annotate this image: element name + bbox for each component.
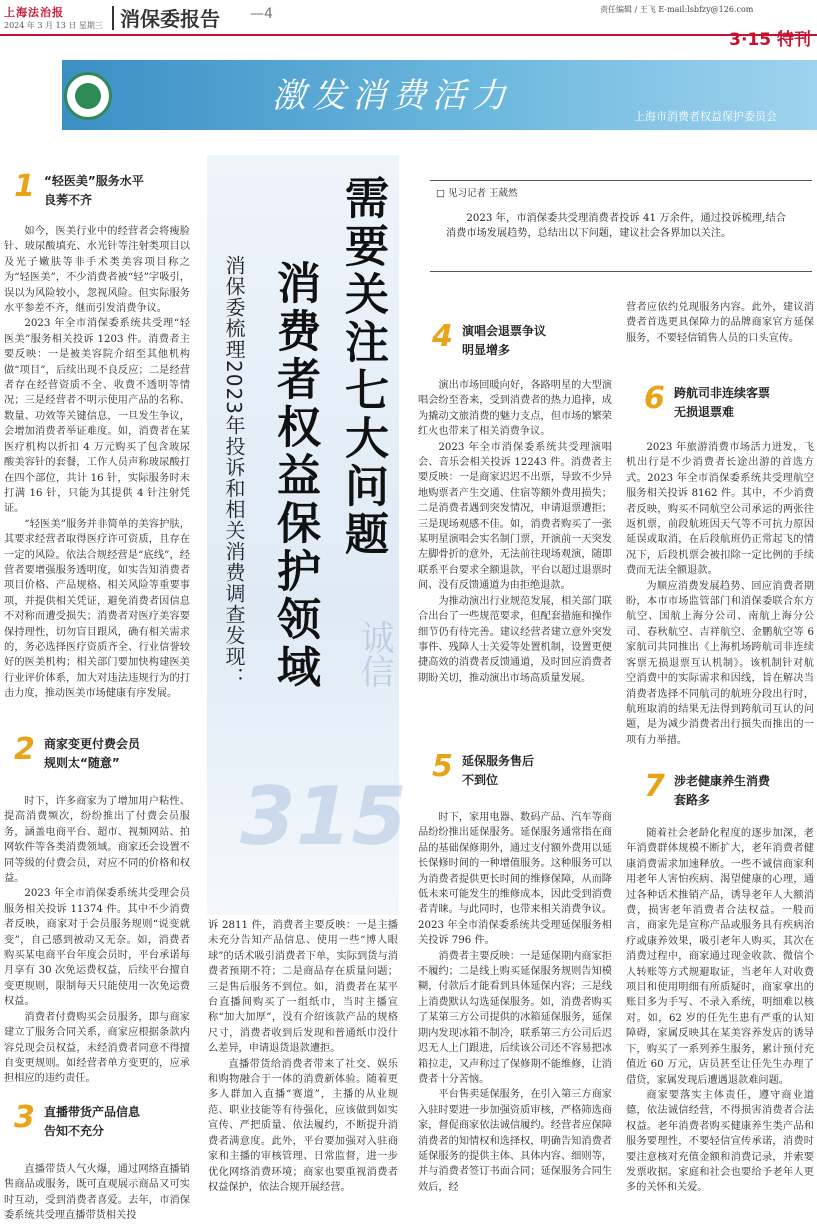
section-number: 7 — [644, 769, 665, 804]
paragraph: 营者应依约兑现服务内容。此外，建议消费者首选更具保障力的品牌商家官方延保服务，不要轻信销售人员的口头宣传。 — [626, 302, 814, 344]
section-number: 3 — [14, 1100, 35, 1135]
section-title-line2: 不到位 — [462, 773, 499, 787]
section-2-body — [4, 794, 190, 1090]
paragraph: 2023 年全市消保委系统共受理“轻医美”服务相关投诉 1203 件。消费者主要反映：一是被美容院介绍至其他机构做“项目”，后续出现不良反应；二是经营者存在经营资质不全、收费不透明等情况；三是经营者不明示使用产品的名称、数量、功效等关键信息，一旦发生争议，会增加消费者举证难度。如，消费者在某医疗机构以折扣 4 万元购买了包含玻尿酸美容针的套餐，工作人员声称玻尿酸打在四个部位，共计 16 针，实际服务时未打满 16 针，只能为其提供 4 针注射凭证。 — [4, 318, 190, 515]
banner — [62, 60, 817, 130]
section-title: 消保委报告 — [120, 7, 220, 31]
reporter-box — [430, 180, 812, 272]
paragraph: 平台售卖延保服务，在引入第三方商家入驻时要进一步加强资质审核，严格筛选商家，督促商家依法诚信履约。经营者应保障消费者的知情权和选择权，明确告知消费者延保服务的提供主体、具体内容、细则等，并与消费者签订书面合同；延保服务合同生效后，经 — [418, 1089, 612, 1193]
headline-line1: 需要关注七大问题 — [337, 175, 388, 559]
section-title-line1: “轻医美”服务水平 — [44, 174, 144, 188]
paragraph: 诉 2811 件，消费者主要反映：一是主播未充分告知产品信息、使用一些“博人眼球”的话术吸引消费者下单，实际到货与消费者预期不符；二是商品存在质量问题；三是售后服务不到位。如，消费者在某平台直播间购买了一组纸巾，当时主播宣称“加大加厚”，没有介绍该款产品的规格尺寸，消费者收到后发现和普通纸巾没什么差异，申请退货退款遭拒。 — [208, 920, 398, 1055]
section-number: 4 — [432, 319, 453, 354]
masthead — [0, 0, 817, 50]
paragraph: 为顺应消费发展趋势、回应消费者期盼，本市市场监管部门和消保委联合东方航空、国航上海分公司、南航上海分公司、春秋航空、吉祥航空、金鹏航空等 6 家航司共同推出《上海机场跨航司非连续客票无损退票互认机制》。该机制针对航空消费中的实际需求和因线，旨在解决当消费者选择不同航司的航班分段出行时，航班取消的结果无法得到跨航司互认的问题，是为减少消费者出行损失而推出的一项有力举措。 — [626, 580, 814, 746]
paragraph: 2023 年旅游消费市场活力迸发，飞机出行是不少消费者长途出游的首选方式。2023 年全市消保委系统共受理航空服务相关投诉 8162 件。其中，不少消费者反映，购买不同航空公司承运的两张往返机票，前段航班因天气等不可抗力原因延误或取消，在后段航班仍正常起飞的情况下，后段机票会被扣除一定比例的手续费而无法全额退款。 — [626, 442, 814, 577]
section-4-header — [432, 319, 547, 360]
watermark-text: 诚信 — [354, 620, 394, 688]
banner-organization: 上海市消费者权益保护委员会 — [634, 110, 777, 123]
section-3-header — [14, 1100, 141, 1141]
section-5-header — [432, 749, 535, 790]
paragraph: 商家要落实主体责任，遵守商业道德，依法诚信经营，不得损害消费者合法权益。老年消费者购买健康养生类产品和服务要理性，不要轻信宣传承诺，消费时要注意核对充值金额和消费记录，并索要发票收据。家庭和社会也要给予老年人更多的关怀和关爱。 — [626, 1089, 814, 1194]
reporter-byline: □ 见习记者 王葳然 — [436, 188, 518, 199]
watermark-315: 315 — [240, 770, 407, 863]
section-title-line2: 套路多 — [674, 793, 711, 807]
paragraph: 消费者主要反映：一是延保期内商家拒不履约；二是线上购买延保服务规则告知模糊，付款后才能看到具体延保内容；三是线上消费默认勾选延保服务。如，消费者购买了某第三方公司提供的冰箱延保服务，延保期内发现冰箱不制冷，联系第三方公司后迟迟无人上门跟进，后续该公司还不容易把冰箱拉走，又声称过了保修期不能维修，让消费者十分苦恼。 — [418, 950, 612, 1085]
headline-line2: 消费者权益保护领域 — [269, 260, 320, 692]
paragraph: 演出市场回暖向好，各路明星的大型演唱会纷至沓来，受到消费者的热力追捧，成为撬动文旅消费的魅力支点，但市场的繁荣红火也带来了相关消费争议。 — [418, 380, 612, 438]
section-title-line2: 良莠不齐 — [44, 193, 93, 207]
section-3-body — [4, 1162, 190, 1224]
paragraph: 为推动演出行业规范发展，相关部门联合出台了一些规范要求，但配套措施和操作细节仍有待完善。建议经营者建立意外突发事件、残障人士关爱等处置机制，设置更便捷高效的消费者反馈通道，及时回应消费者期盼关切，推动演出市场高质量发展。 — [418, 595, 612, 684]
section-title-line1: 直播带货产品信息 — [44, 1105, 141, 1119]
section-3-continued — [208, 918, 398, 1224]
section-7-header — [644, 769, 771, 810]
section-number: 6 — [644, 381, 665, 416]
paragraph: 时下，许多商家为了增加用户粘性、提高消费频次，纷纷推出了付费会员服务，涵盖电商平台、超市、视频网站、拍网软件等各类消费领域。商家还会设置不同等级的付费会员，对应不同的价格和权益。 — [4, 796, 190, 885]
section-6-header — [644, 381, 771, 422]
section-1-body — [4, 224, 190, 724]
section-title-line1: 跨航司非连续客票 — [674, 386, 771, 400]
section-title-line1: 演唱会退票争议 — [462, 324, 547, 338]
section-title-line2: 无损退票难 — [674, 405, 735, 419]
paragraph: 消费者付费购买会员服务，即与商家建立了服务合同关系，商家应根据条款内容兑现会员权益，未经消费者同意不得擅自变更规则。如经营者单方变更的，应承担相应的违约责任。 — [4, 1011, 190, 1085]
section-number: 1 — [14, 169, 35, 204]
lead-paragraph: 2023 年，市消保委共受理消费者投诉 41 万余件，通过投诉梳理,结合消费市场发展趋势，总结出以下问题，建议社会各界加以关注。 — [446, 213, 786, 240]
headline-subtitle: 消保委梳理2023年投诉和相关消费调查发现： — [222, 255, 246, 688]
section-title-line2: 规则太“随意” — [44, 756, 120, 770]
section-4-body — [418, 378, 612, 738]
section-7-body — [626, 826, 814, 1224]
consumer-council-emblem-icon — [64, 72, 112, 120]
special-edition-label: 3·15 特刊 — [729, 30, 811, 50]
section-5-continued — [626, 300, 814, 364]
paragraph: 如今，医美行业中的经营者会将瘦脸针、玻尿酸填充、水光针等注射类项目以及光子嫩肤等非手术类美容项目称之为“轻医美”，不少消费者被“轻”字吸引，误以为风险较小，忽视风险。但实际服务水平参差不齐，继而引发消费争议。 — [4, 226, 190, 315]
issue-date: 2024 年 3 月 13 日 星期三 — [4, 21, 103, 30]
newspaper-logo: 上海法治报 — [4, 6, 64, 19]
section-title-line2: 告知不充分 — [44, 1124, 105, 1138]
paragraph: 时下，家用电器、数码产品、汽车等商品纷纷推出延保服务。延保服务通常指在商品的基础保修期外，通过支付额外费用以延长保修时间的一种增值服务。这种服务可以为消费者提供更长时间的维修保障，从而降低未来可能发生的维修成本，因此受到消费者青睐。与此同时，也带来相关消费争议。2023 年全市消保委系统共受理延保服务相关投诉 796 件。 — [418, 812, 612, 947]
paragraph: 2023 年全市消保委系统共受理演唱会、音乐会相关投诉 12243 件。消费者主要反映：一是商家迟迟不出票，导致不少异地购票者产生交通、住宿等额外费用损失；二是消费者遇到突发情况，申请退票遭拒；三是现场观感不佳。如，消费者购买了一张某明星演唱会实名制门票，开演前一天突发左脚骨折的意外，无法前往现场观演，随即联系平台要求全额退款，平台以超过退票时间、没有反馈通道为由拒绝退款。 — [418, 441, 612, 592]
section-title-line1: 延保服务售后 — [462, 754, 535, 768]
banner-slogan: 激发消费活力 — [272, 76, 512, 116]
page-number: —4 — [250, 6, 273, 22]
paragraph: “轻医美”服务并非简单的美容护肤，其要求经营者取得医疗许可资质，且存在一定的风险。依法合规经营是“底线”，经营者要增强服务透明度，如实告知消费者项目价格、产品规格、相关风险等重要事项，并提供相关凭证，避免消费者因信息不对称而遭受损失；消费者对医疗美容要保持理性，切勿盲目跟风，确有相关需求的，务必选择医疗资质齐全、行业信誉较好的医美机构；相关部门要加快构建医美行业评价体系，加大对违法违规行为的打击力度，推动医美市场健康有序发展。 — [4, 518, 190, 700]
section-title-line1: 商家变更付费会员 — [44, 737, 141, 751]
section-title-line1: 涉老健康养生消费 — [674, 774, 771, 788]
paragraph: 随着社会老龄化程度的逐步加深，老年消费群体规模不断扩大，老年消费者健康消费需求加速释放。一些不诚信商家利用老年人害怕疾病、渴望健康的心理，通过各种话术推销产品，诱导老年人大额消费，损害老年消费者合法权益。一般而言，商家先是宣称产品或服务具有疾病治疗或康养效果，吸引老年人购买，其次在消费过程中，商家通过现金收款、微信个人转账等方式规避取证，当老年人对收费项目和使用明细有所质疑时，商家拿出的账目多为手写、不录入系统，明细难以核对。如，62 岁的任先生患有严重的认知障碍，家属反映其在某美容养发店的诱导下，购买了一系列养生服务，累计预付充值近 60 万元，店员甚至让任先生办理了借贷，家属发现后遭遇退款难问题。 — [626, 828, 814, 1086]
section-2-header — [14, 732, 141, 773]
section-6-body — [626, 440, 814, 750]
section-number: 2 — [14, 732, 35, 767]
section-1-header — [14, 169, 144, 210]
section-number: 5 — [432, 749, 453, 784]
editor-info: 责任编辑 / 王飞 E-mail:lsbfzy@126.com — [600, 5, 754, 14]
paragraph: 直播带货人气火爆，通过网络直播销售商品或服务，既可直观展示商品又可实时互动，受到消费者喜爱。去年，市消保委系统共受理直播带货相关投 — [4, 1164, 190, 1222]
paragraph: 直播带货给消费者带来了社交、娱乐和购物融合于一体的消费新体验。随着更多人群加入直播“赛道”，主播的从业规范、职业技能等有待强化，应该做到如实宣传、严把质量、依法履约，不断提升消费者满意度。此外，平台要加强对入驻商家和主播的审核管理、日常监督，进一步优化网络消费环境；商家也要重视消费者权益保护，依法合规开展经营。 — [208, 1058, 398, 1193]
section-title-line2: 明显增多 — [462, 343, 511, 357]
masthead-divider — [112, 6, 114, 30]
section-5-body — [418, 810, 612, 1224]
paragraph: 2023 年全市消保委系统共受理会员服务相关投诉 11374 件。其中不少消费者反映，商家对于会员服务规则“说变就变”，自己感到被动又无奈。如，消费者购买某电商平台年度会员时，平台承诺每月享有 30 次免运费权益，后续平台擅自变更规则，限制每天只能使用一次免运费权益。 — [4, 888, 190, 1008]
